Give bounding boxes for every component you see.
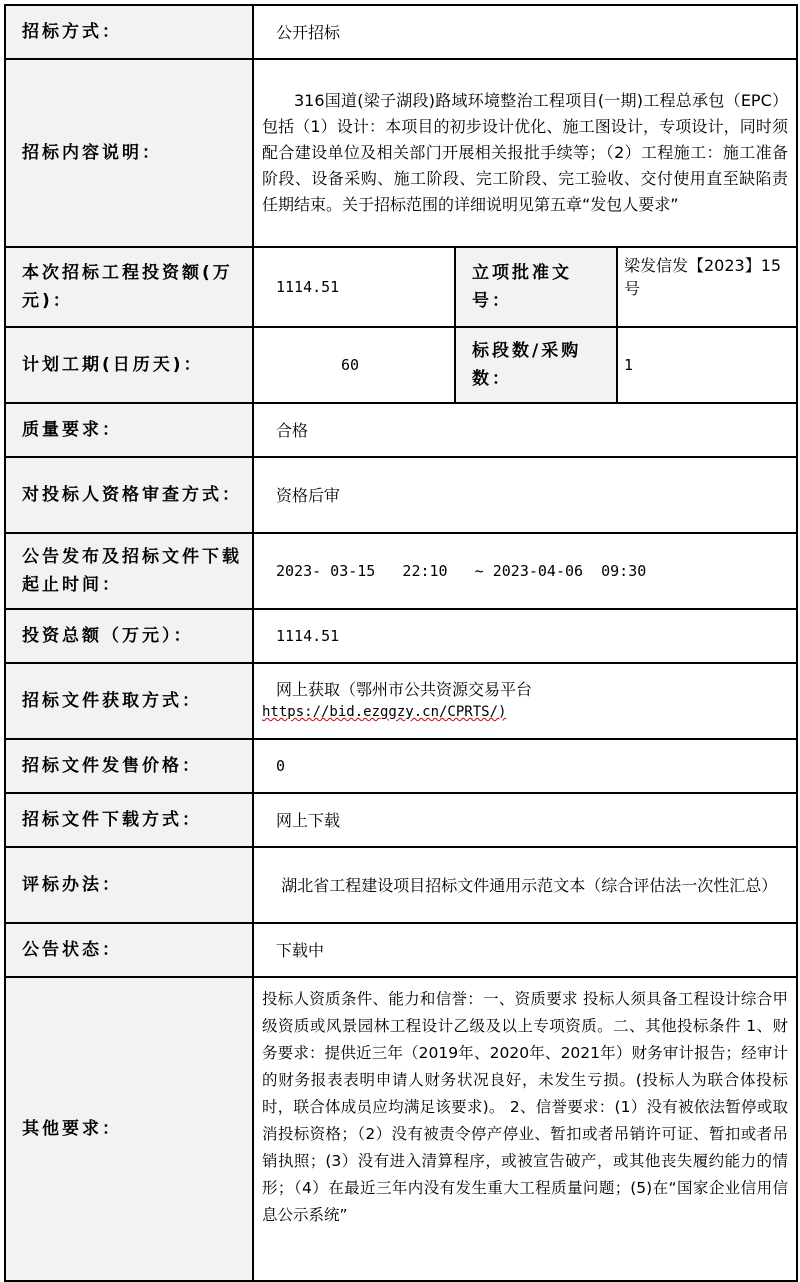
value-time: 2023- 03-15 22:10 ~ 2023-04-06 09:30: [253, 533, 797, 609]
tender-info-sheet: [4, 4, 796, 1282]
label-method: 招标方式：: [5, 5, 253, 59]
label-obtain: 招标文件获取方式：: [5, 663, 253, 739]
label-price: 招标文件发售价格：: [5, 739, 253, 793]
row-total: [5, 609, 797, 663]
value-method: 公开招标: [253, 5, 797, 59]
row-download: [5, 793, 797, 847]
label-approval-no: 立项批准文号：: [455, 247, 617, 327]
label-status: 公告状态：: [5, 923, 253, 977]
value-investment: 1114.51: [253, 247, 455, 327]
row-price: [5, 739, 797, 793]
row-other: [5, 977, 797, 1281]
row-time: [5, 533, 797, 609]
row-evaluation: [5, 847, 797, 923]
value-quality: 合格: [253, 403, 797, 457]
value-obtain: [253, 663, 797, 739]
row-content: [5, 59, 797, 247]
row-method: [5, 5, 797, 59]
value-sections: 1: [617, 327, 797, 403]
label-time: 公告发布及招标文件下载起止时间：: [5, 533, 253, 609]
value-total: 1114.51: [253, 609, 797, 663]
value-other: 投标人资质条件、能力和信誉：一、资质要求 投标人须具备工程设计综合甲级资质或风景园林工程设计乙级及以上专项资质。二、其他投标条件 1、财务要求：提供近三年（2019年、2020年、2021年）财务审计报告；经审计的财务报表表明申请人财务状况良好，未发生亏损。(投标人为联合体投标时，联合体成员应均满足该要求)。 2、信誉要求：(1）没有被依法暂停或取消投标资格；（2）没有被责令停产停业、暂扣或者吊销许可证、暂扣或者吊销执照；(3）没有进入清算程序，或被宣告破产，或其他丧失履约能力的情形；（4）在最近三年内没有发生重大工程质量问题；(5)在“国家企业信用信息公示系统”: [253, 977, 797, 1281]
row-investment: [5, 247, 797, 327]
obtain-url-link[interactable]: https://bid.ezggzy.cn/CPRTS/): [262, 704, 507, 720]
label-sections: 标段数/采购数：: [455, 327, 617, 403]
label-total: 投资总额（万元）：: [5, 609, 253, 663]
tender-info-table: [4, 4, 798, 1282]
value-evaluation: 湖北省工程建设项目招标文件通用示范文本（综合评估法一次性汇总）: [253, 847, 797, 923]
label-quality: 质量要求：: [5, 403, 253, 457]
label-investment: 本次招标工程投资额(万元)：: [5, 247, 253, 327]
row-quality: [5, 403, 797, 457]
row-status: [5, 923, 797, 977]
label-qualification: 对投标人资格审查方式：: [5, 457, 253, 533]
label-period: 计划工期(日历天)：: [5, 327, 253, 403]
row-period: [5, 327, 797, 403]
value-content: 316国道(梁子湖段)路域环境整治工程项目(一期)工程总承包（EPC）包括（1）设计：本项目的初步设计优化、施工图设计，专项设计，同时须配合建设单位及相关部门开展相关报批手续等；（2）工程施工：施工准备阶段、设备采购、施工阶段、完工阶段、完工验收、交付使用直至缺陷责任期结束。关于招标范围的详细说明见第五章“发包人要求”: [253, 59, 797, 247]
label-evaluation: 评标办法：: [5, 847, 253, 923]
label-download: 招标文件下载方式：: [5, 793, 253, 847]
label-other: 其他要求：: [5, 977, 253, 1281]
value-approval-no: 梁发信发【2023】15号: [617, 247, 797, 327]
value-status: 下载中: [253, 923, 797, 977]
value-download: 网上下载: [253, 793, 797, 847]
obtain-text: 网上获取（鄂州市公共资源交易平台: [276, 680, 533, 699]
label-content: 招标内容说明：: [5, 59, 253, 247]
row-qualification: [5, 457, 797, 533]
value-qualification: 资格后审: [253, 457, 797, 533]
row-obtain: [5, 663, 797, 739]
value-period: 60: [253, 327, 455, 403]
value-price: 0: [253, 739, 797, 793]
